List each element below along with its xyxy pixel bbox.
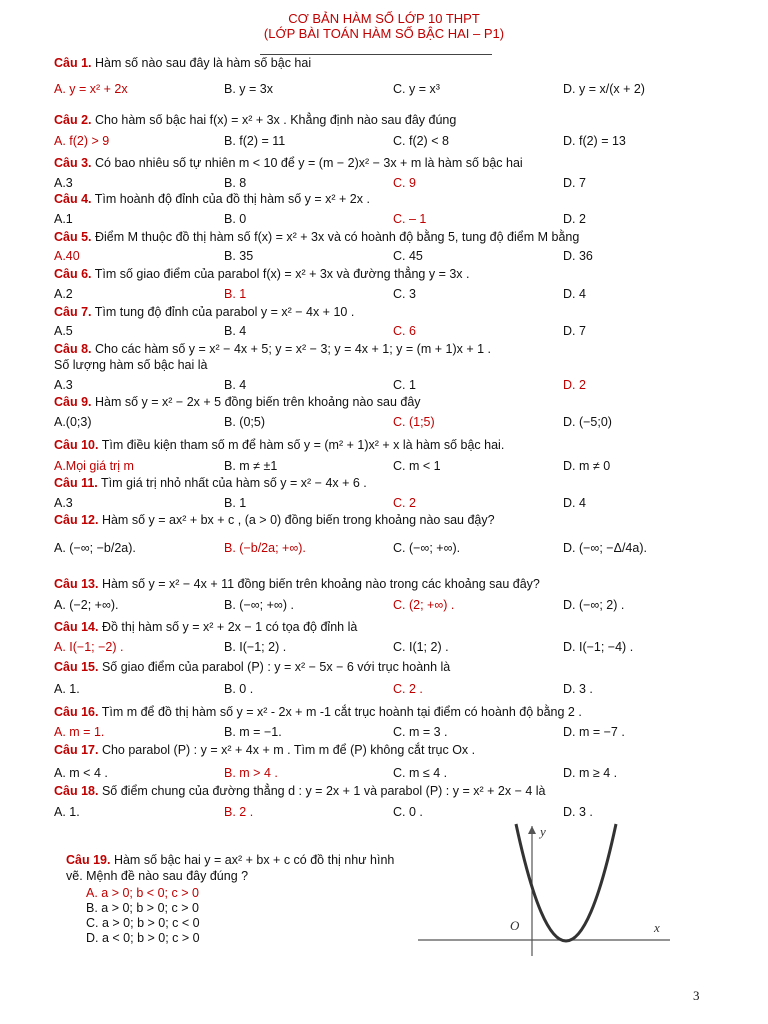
question-text: Tìm hoành độ đỉnh của đồ thị hàm số y = x² + 2x . — [94, 192, 370, 206]
answer-option-b: B. 1 — [224, 287, 247, 301]
question-label: Câu 7. — [54, 305, 92, 319]
question-text: Tìm giá trị nhỏ nhất của hàm số y = x² − 4x + 6 . — [101, 476, 367, 490]
answer-option-a: A.40 — [54, 249, 80, 263]
answer-option-c: C. 45 — [393, 249, 423, 263]
answer-option-b: B. (−b/2a; +∞). — [224, 541, 306, 555]
question-text: Tìm số giao điểm của parabol f(x) = x² + 3x và đường thẳng y = 3x . — [94, 267, 470, 281]
question-12 — [54, 512, 495, 528]
answer-option-c: C. 2 . — [393, 682, 423, 696]
answer-option-a: A.3 — [54, 496, 73, 510]
question-text: Hàm số y = x² − 2x + 5 đồng biến trên khoảng nào sau đây — [95, 395, 421, 409]
question-8 — [54, 341, 491, 373]
answer-option-a: A. f(2) > 9 — [54, 134, 110, 148]
answer-option-c: C. m = 3 . — [393, 725, 448, 739]
answer-option-b: B. m > 4 . — [224, 766, 278, 780]
question-16 — [54, 704, 582, 720]
answer-option-d: D. y = x/(x + 2) — [563, 82, 645, 96]
question-text: Cho hàm số bậc hai f(x) = x² + 3x . Khẳng định nào sau đây đúng — [95, 113, 457, 127]
answer-option-c: C. (−∞; +∞). — [393, 541, 461, 555]
question-text: Hàm số y = ax² + bx + c , (a > 0) đồng biến trong khoảng nào sau đậy? — [101, 513, 495, 527]
question-label: Câu 3. — [54, 156, 92, 170]
q19-option-c: C. a > 0; b > 0; c < 0 — [86, 916, 200, 930]
answer-option-d: D. 7 — [563, 324, 586, 338]
answer-option-b: B. y = 3x — [224, 82, 273, 96]
question-text: Điểm M thuộc đồ thị hàm số f(x) = x² + 3x và có hoành độ bằng 5, tung độ điểm M bằng — [95, 230, 580, 244]
answer-option-b: B. 0 — [224, 212, 247, 226]
question-label: Câu 16. — [54, 705, 99, 719]
question-label: Câu 2. — [54, 113, 92, 127]
question-text: Hàm số nào sau đây là hàm số bậc hai — [95, 56, 312, 70]
question-19 — [66, 852, 396, 884]
question-7 — [54, 304, 354, 320]
question-label: Câu 13. — [54, 577, 99, 591]
question-label: Câu 10. — [54, 438, 99, 452]
question-label: Câu 15. — [54, 660, 99, 674]
question-label: Câu 11. — [54, 476, 98, 490]
question-text: Hàm số y = x² − 4x + 11 đồng biến trên khoảng nào trong các khoảng sau đây? — [101, 577, 540, 591]
question-text: Cho parabol (P) : y = x² + 4x + m . Tìm m để (P) không cắt trục Ox . — [101, 743, 476, 757]
question-text: Hàm số bậc hai y = ax² + bx + c có đồ thị như hình vẽ. Mệnh đề nào sau đây đúng ? — [66, 853, 395, 883]
question-1 — [54, 55, 311, 71]
origin-label: O — [510, 918, 520, 933]
answer-option-d: D. 2 — [563, 212, 586, 226]
page-number: 3 — [693, 988, 700, 1003]
answer-option-c: C. I(1; 2) . — [393, 640, 449, 654]
answer-option-c: C. f(2) < 8 — [393, 134, 449, 148]
answer-option-a: A. m < 4 . — [54, 766, 108, 780]
question-label: Câu 12. — [54, 513, 99, 527]
answer-option-b: B. 8 — [224, 176, 247, 190]
question-5 — [54, 229, 579, 245]
answer-option-c: C. 0 . — [393, 805, 423, 819]
question-9 — [54, 394, 421, 410]
answer-option-d: D. 3 . — [563, 682, 593, 696]
question-text: Tìm tung độ đỉnh của parabol y = x² − 4x + 10 . — [94, 305, 355, 319]
answer-option-b: B. I(−1; 2) . — [224, 640, 287, 654]
answer-option-c: C. 3 — [393, 287, 416, 301]
answer-option-c: C. y = x³ — [393, 82, 440, 96]
answer-option-b: B. (0;5) — [224, 415, 265, 429]
answer-option-b: B. m ≠ ±1 — [224, 459, 278, 473]
question-label: Câu 6. — [54, 267, 92, 281]
question-label: Câu 1. — [54, 56, 92, 70]
question-label: Câu 4. — [54, 192, 92, 206]
answer-option-a: A. (−2; +∞). — [54, 598, 119, 612]
answer-option-b: B. 35 — [224, 249, 254, 263]
question-text-line2: Số lượng hàm số bậc hai là — [54, 358, 208, 372]
question-text: Đồ thị hàm số y = x² + 2x − 1 có tọa độ đỉnh là — [101, 620, 358, 634]
question-label: Câu 8. — [54, 342, 92, 356]
doc-subtitle: (LỚP BÀI TOÁN HÀM SỐ BẬC HAI – P1) — [263, 26, 505, 41]
question-text: Số giao điểm của parabol (P) : y = x² − 5x − 6 với trục hoành là — [101, 660, 451, 674]
answer-option-a: A.5 — [54, 324, 73, 338]
question-text: Cho các hàm số y = x² − 4x + 5; y = x² − 3; y = 4x + 1; y = (m + 1)x + 1 . — [95, 342, 492, 356]
answer-option-a: A. (−∞; −b/2a). — [54, 541, 136, 555]
answer-option-c: C. (1;5) — [393, 415, 435, 429]
answer-option-d: D. m ≠ 0 — [563, 459, 611, 473]
answer-option-d: D. 7 — [563, 176, 586, 190]
answer-option-d: D. f(2) = 13 — [563, 134, 626, 148]
question-6 — [54, 266, 470, 282]
question-15 — [54, 659, 450, 675]
answer-option-a: A.1 — [54, 212, 73, 226]
answer-option-c: C. 2 — [393, 496, 416, 510]
question-2 — [54, 112, 456, 128]
answer-option-d: D. (−5;0) — [563, 415, 612, 429]
answer-option-b: B. 4 — [224, 324, 247, 338]
answer-option-b: B. f(2) = 11 — [224, 134, 286, 148]
answer-option-a: A. I(−1; −2) . — [54, 640, 124, 654]
answer-option-d: D. 2 — [563, 378, 586, 392]
y-axis-label: y — [540, 824, 546, 839]
answer-option-a: A.Mọi giá trị m — [54, 459, 134, 473]
answer-option-a: A. m = 1. — [54, 725, 105, 739]
q19-option-b: B. a > 0; b > 0; c > 0 — [86, 901, 199, 915]
answer-option-a: A. y = x² + 2x — [54, 82, 128, 96]
question-13 — [54, 576, 540, 592]
answer-option-d: D. 3 . — [563, 805, 593, 819]
answer-option-d: D. (−∞; −Δ/4a). — [563, 541, 647, 555]
question-label: Câu 18. — [54, 784, 99, 798]
answer-option-d: D. I(−1; −4) . — [563, 640, 634, 654]
answer-option-d: D. m = −7 . — [563, 725, 625, 739]
answer-option-d: D. 4 — [563, 287, 586, 301]
answer-option-a: A.3 — [54, 378, 73, 392]
parabola-graph — [408, 820, 678, 960]
question-label: Câu 14. — [54, 620, 99, 634]
answer-option-a: A.3 — [54, 176, 73, 190]
answer-option-d: D. m ≥ 4 . — [563, 766, 618, 780]
parabola-curve — [516, 824, 616, 941]
doc-title: CƠ BẢN HÀM SỐ LỚP 10 THPT — [288, 11, 480, 26]
answer-option-c: C. – 1 — [393, 212, 427, 226]
answer-option-c: C. 6 — [393, 324, 416, 338]
question-14 — [54, 619, 357, 635]
answer-option-b: B. (−∞; +∞) . — [224, 598, 294, 612]
question-text: Số điểm chung của đường thẳng d : y = 2x + 1 và parabol (P) : y = x² + 2x − 4 là — [101, 784, 546, 798]
question-3 — [54, 155, 523, 171]
answer-option-b: B. m = −1. — [224, 725, 282, 739]
answer-option-d: D. (−∞; 2) . — [563, 598, 625, 612]
answer-option-c: C. 9 — [393, 176, 416, 190]
answer-option-c: C. m ≤ 4 . — [393, 766, 448, 780]
answer-option-a: A.(0;3) — [54, 415, 92, 429]
question-text: Tìm m để đồ thị hàm số y = x² - 2x + m -1 cắt trục hoành tại điểm có hoành độ bằng 2 . — [101, 705, 582, 719]
question-18 — [54, 783, 546, 799]
question-label: Câu 17. — [54, 743, 99, 757]
answer-option-a: A. 1. — [54, 682, 80, 696]
answer-option-d: D. 36 — [563, 249, 593, 263]
question-11 — [54, 475, 367, 491]
answer-option-b: B. 0 . — [224, 682, 254, 696]
question-17 — [54, 742, 475, 758]
answer-option-a: A.2 — [54, 287, 73, 301]
answer-option-c: C. (2; +∞) . — [393, 598, 455, 612]
question-text: Có bao nhiêu số tự nhiên m < 10 để y = (m − 2)x² − 3x + m là hàm số bậc hai — [95, 156, 523, 170]
question-10 — [54, 437, 504, 453]
answer-option-b: B. 1 — [224, 496, 247, 510]
answer-option-d: D. 4 — [563, 496, 586, 510]
answer-option-b: B. 2 . — [224, 805, 254, 819]
question-4 — [54, 191, 370, 207]
y-axis-arrow — [528, 826, 536, 834]
question-label: Câu 9. — [54, 395, 92, 409]
answer-option-a: A. 1. — [54, 805, 80, 819]
question-text: Tìm điều kiện tham số m để hàm số y = (m² + 1)x² + x là hàm số bậc hai. — [101, 438, 505, 452]
answer-option-c: C. 1 — [393, 378, 416, 392]
answer-option-b: B. 4 — [224, 378, 247, 392]
q19-option-a: A. a > 0; b < 0; c > 0 — [86, 886, 199, 900]
question-label: Câu 19. — [66, 853, 111, 867]
question-label: Câu 5. — [54, 230, 92, 244]
x-axis-label: x — [654, 920, 660, 935]
answer-option-c: C. m < 1 — [393, 459, 441, 473]
q19-option-d: D. a < 0; b > 0; c > 0 — [86, 931, 200, 945]
